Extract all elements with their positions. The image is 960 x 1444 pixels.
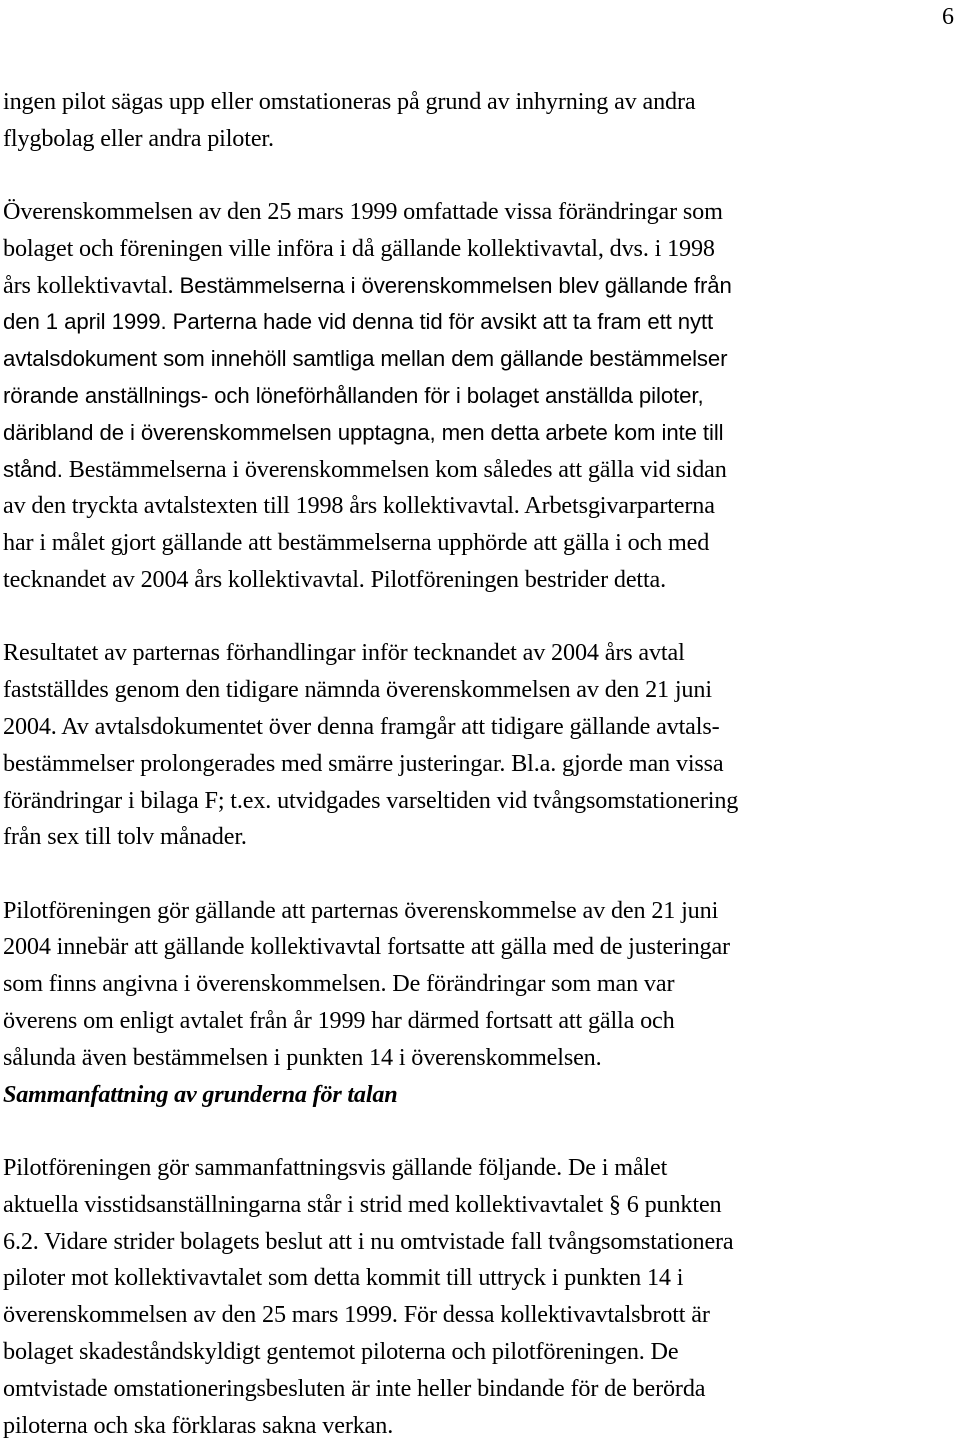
text-line: Resultatet av parternas förhandlingar inför tecknandet av 2004 års avtal	[3, 635, 958, 672]
text-run-sans: Bestämmelserna i överenskommelsen blev gällande från	[173, 273, 731, 298]
text-line: Pilotföreningen gör sammanfattningsvis gällande följande. De i målet	[3, 1150, 958, 1187]
text-line: av den tryckta avtalstexten till 1998 års kollektivavtal. Arbetsgivarparterna	[3, 488, 958, 525]
text-line: piloter mot kollektivavtalet som detta kommit till uttryck i punkten 14 i	[3, 1260, 958, 1297]
page-number: 6	[942, 2, 954, 32]
text-line: aktuella visstidsanställningarna står i strid med kollektivavtalet § 6 punkten	[3, 1187, 958, 1224]
section-heading: Sammanfattning av grunderna för talan	[3, 1077, 958, 1114]
text-line: från sex till tolv månader.	[3, 819, 958, 856]
paragraph-4	[3, 893, 958, 1077]
text-line: överenskommelsen av den 25 mars 1999. För dessa kollektivavtalsbrott är	[3, 1297, 958, 1334]
text-line-sans: däribland de i överenskommelsen upptagna, men detta arbete kom inte till	[3, 415, 958, 452]
text-line: sålunda även bestämmelsen i punkten 14 i överenskommelsen.	[3, 1040, 958, 1077]
text-line: bolaget och föreningen ville införa i då gällande kollektivavtal, dvs. i 1998	[3, 231, 958, 268]
text-line: 6.2. Vidare strider bolagets beslut att i nu omtvistade fall tvångsomstationera	[3, 1224, 958, 1261]
text-run-sans: den 1 april 1999.	[3, 309, 167, 334]
text-line-mixed	[3, 268, 958, 305]
text-line-mixed	[3, 452, 958, 489]
paragraph-3	[3, 635, 958, 856]
text-line: tecknandet av 2004 års kollektivavtal. Pilotföreningen bestrider detta.	[3, 562, 958, 599]
paragraph-1	[3, 84, 958, 158]
text-line: fastställdes genom den tidigare nämnda överenskommelsen av den 21 juni	[3, 672, 958, 709]
text-line: ingen pilot sägas upp eller omstationeras på grund av inhyrning av andra	[3, 84, 958, 121]
text-line: Pilotföreningen gör gällande att parternas överenskommelse av den 21 juni	[3, 893, 958, 930]
paragraph-2	[3, 194, 958, 599]
text-run-sans: Parterna hade vid denna tid för avsikt att ta fram ett nytt	[167, 309, 714, 334]
text-line-sans: rörande anställnings- och löneförhållanden för i bolaget anställda piloter,	[3, 378, 958, 415]
text-line: har i målet gjort gällande att bestämmelserna upphörde att gälla i och med	[3, 525, 958, 562]
text-line: som finns angivna i överenskommelsen. De förändringar som man var	[3, 966, 958, 1003]
text-line-sans	[3, 304, 958, 341]
text-line: omtvistade omstationeringsbesluten är inte heller bindande för de berörda	[3, 1371, 958, 1408]
text-line: överens om enligt avtalet från år 1999 har därmed fortsatt att gälla och	[3, 1003, 958, 1040]
text-line-sans: avtalsdokument som innehöll samtliga mellan dem gällande bestämmelser	[3, 341, 958, 378]
document-body	[3, 84, 958, 1444]
text-line: förändringar i bilaga F; t.ex. utvidgades varseltiden vid tvångsomstationering	[3, 783, 958, 820]
text-run-sans: stånd.	[3, 457, 63, 482]
paragraph-5	[3, 1150, 958, 1444]
text-run: års kollektivavtal.	[3, 272, 173, 299]
text-line: flygbolag eller andra piloter.	[3, 121, 958, 158]
text-line: 2004 innebär att gällande kollektivavtal fortsatte att gälla med de justeringar	[3, 929, 958, 966]
text-line: Överenskommelsen av den 25 mars 1999 omfattade vissa förändringar som	[3, 194, 958, 231]
text-line: 2004. Av avtalsdokumentet över denna framgår att tidigare gällande avtals-	[3, 709, 958, 746]
text-line: bestämmelser prolongerades med smärre justeringar. Bl.a. gjorde man vissa	[3, 746, 958, 783]
text-line: piloterna och ska förklaras sakna verkan.	[3, 1408, 958, 1444]
text-run: Bestämmelserna i överenskommelsen kom således att gälla vid sidan	[63, 456, 727, 483]
text-line: bolaget skadeståndskyldigt gentemot piloterna och pilotföreningen. De	[3, 1334, 958, 1371]
